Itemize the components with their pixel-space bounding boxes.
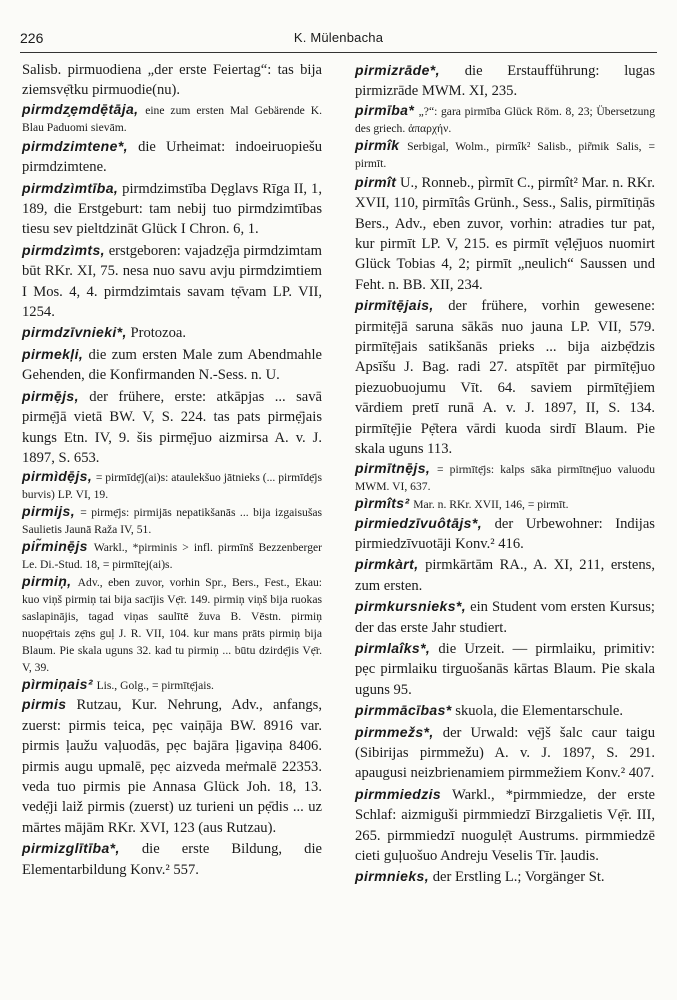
entry-body: Salisb. pirmuodiena „der erste Feiertag“: tas bija ziemsvẹ̄tku pirmuodie(nu). bbox=[22, 62, 322, 99]
dictionary-entry bbox=[22, 344, 322, 386]
entry-headword: pirmītẹ̄jais, bbox=[355, 297, 434, 314]
dictionary-entry bbox=[22, 676, 322, 694]
dictionary-entry bbox=[355, 596, 655, 638]
entry-body: Serbigal, Wolm., pirmîk² Salisb., pir̃mik Salis, = pirmīt. bbox=[355, 139, 655, 170]
entry-headword: pirmìdẹ̄js, bbox=[22, 468, 93, 485]
entry-body: erstgeboren: vajadzẹ̄ja pirmdzimtam būt RKr. XI, 75. nesa nuo savu avju pirmdzimtiem I Mos. 4, 4. pirmdzimtais savam tẹ̄vam LP. VII, 1254. bbox=[22, 242, 322, 321]
entry-body: der frühere, erste: atkāpjas ... savā pirmẹ̄jā vietā BW. V, S. 224. tas pats pirmẹ̄jais kungs Etn. IV, 9. šis pirmẹ̄juo aizmirsa A. v. J. 1897, S. 653. bbox=[22, 388, 322, 466]
entry-body: = pirmīdẹ̄j(ai)s: ataulekšuo jātnieks (... pirmīdẹ̄js burvis) LP. VI, 19. bbox=[22, 471, 323, 502]
dictionary-entry bbox=[355, 295, 655, 459]
entry-body: Rutzau, Kur. Nehrung, Adv., anfangs, zuerst: pirmis teica, pẹc vaiņāja BW. 8916 var. pirmis ļaužu vaļuodās, pẹc bajāra ļigaviņa 8406. pirmis augu upmalē, pẹc aizveda meṙmalē 22353. veda tuo pirmis pie Annasa Glück Joh. 18, 13. vedẹ̄ji laiž pirmis (zuerst) uz turieni un pẹ̄dis ... uz mārtes mājām RKr. XVI, 123 (aus Rutzau). bbox=[22, 697, 322, 836]
dictionary-entry bbox=[22, 386, 322, 469]
entry-body: der Urwald: vẹ̄jš šalc caur taigu (Sibirijas pirmmežu) A. v. J. 1897, S. 291. apaugusi neizbrienamiem pirmmežiem Konv.² 407. bbox=[355, 724, 655, 782]
entry-headword: pirmizglītība*, bbox=[22, 840, 120, 857]
dictionary-entry bbox=[22, 468, 322, 503]
dictionary-entry bbox=[355, 172, 655, 295]
entry-headword: pirmijs, bbox=[22, 503, 75, 520]
entry-body: die zum ersten Male zum Abendmahle Gehenden, die Konfirmanden N.-Sess. n. U. bbox=[22, 346, 322, 384]
dictionary-entry bbox=[355, 460, 655, 495]
entry-headword: pirmdzìmts, bbox=[22, 241, 105, 258]
entry-body: pirmkārtām RA., A. XI, 211, erstens, zum ersten. bbox=[355, 557, 655, 594]
page-header bbox=[20, 30, 657, 53]
entry-body: die Urzeit. — pirmlaiku, primitiv: pẹc pirmlaiku tirguošanās kārtas Blaum. Pie skala uguns 95. bbox=[355, 640, 655, 698]
left-column bbox=[22, 60, 322, 880]
entry-headword: pirmkursnieks*, bbox=[355, 598, 467, 615]
dictionary-entry bbox=[355, 60, 655, 102]
entry-body: skuola, die Elementarschule. bbox=[455, 703, 624, 720]
right-column bbox=[355, 60, 655, 888]
entry-body: ein Student vom ersten Kursus; der das erste Jahr studiert. bbox=[355, 599, 655, 636]
entry-headword: pirmekļi, bbox=[22, 345, 84, 362]
dictionary-entry bbox=[22, 538, 322, 573]
dictionary-entry bbox=[355, 784, 655, 867]
entry-headword: pirmizrāde*, bbox=[355, 62, 440, 78]
dictionary-entry bbox=[22, 178, 322, 240]
entry-body: der Urbewohner: Indijas pirmiedzīvuotāji Konv.² 416. bbox=[355, 515, 655, 552]
entry-headword: pirmkàrt, bbox=[355, 556, 419, 573]
dictionary-entry bbox=[355, 137, 655, 172]
dictionary-entry bbox=[22, 838, 322, 880]
entry-body: der frühere, vorhin gewesene: pirmitẹ̄jā saruna sākās nuo jauna LP. VII, 579. pirmītẹ̄jais satikšanās prieks ... bija aizbẹ̄dzis Apsīšu J. Bag. radi 27. atspītēt par pirmītẹ̄juo piezuobuojumu Vīt. 64. saviem pirmītẹ̄jiem vārdiem pretī runā A. v. J. 1897, II, S. 134. pirmītẹ̄jie Pẹ̄tera vārdi kuoda sirdī Blaum. Pie skala uguns 113. bbox=[355, 298, 655, 458]
entry-body: Warkl., *pirmmiedze, der erste Schlaf: aizmiguši pirmmiedzī Birzgalietis Vẹ̄r. III, 265. pirmmiedzī nuogulẹ̄t Austrums. pirmmiedzē cieti guļuošuo Andreju Veselis Tīr. ļaudis. bbox=[355, 786, 655, 864]
entry-headword: pìrmîts² bbox=[355, 494, 410, 511]
dictionary-entry bbox=[22, 694, 322, 838]
entry-headword: pirmmiedzis bbox=[355, 785, 442, 802]
dictionary-entry bbox=[22, 573, 322, 676]
entry-body: Adv., eben zuvor, vorhin Spr., Bers., Fest., Ekau: kuo viņš pirmiņ tai bija sacījis Vẹ̄r. 149. pirmiņ viņš bija ruokas saslapinājis, tagad viņas saulītē žuva B. Vēstn. pirmiņ nuopẹ̄rtais zẹ̄ns guļ J. R. VII, 104. kur mans prāts pirmiņ bija Blaum. Pie skala uguns 32. kad tu pirmiņ ... būtu dzirdẹ̄jis Vẹ̄r. V, 39. bbox=[22, 576, 323, 675]
dictionary-entry bbox=[355, 700, 655, 721]
entry-body: eine zum ersten Mal Gebärende K. Blau Paduomi sievām. bbox=[22, 103, 322, 134]
entry-headword: pìrmiņais² bbox=[22, 676, 93, 693]
entry-headword: pirmmācības* bbox=[355, 702, 452, 719]
entry-body: Mar. n. RKr. XVII, 146, = pirmīt. bbox=[413, 497, 569, 511]
entry-headword: pirmiņ, bbox=[22, 573, 72, 590]
dictionary-entry bbox=[22, 322, 322, 343]
entry-headword: pirmîk bbox=[355, 136, 400, 153]
entry-headword: pirmdzìmtība, bbox=[22, 179, 119, 196]
dictionary-entry bbox=[355, 638, 655, 700]
running-head: K. Mülenbacha bbox=[293, 30, 384, 45]
dictionary-entry bbox=[355, 554, 655, 596]
entry-headword: pirmis bbox=[22, 696, 67, 713]
dictionary-entry bbox=[22, 240, 322, 323]
entry-body: Warkl., *pirminis > infl. pirmīnš Bezzenberger Le. Di.-Stud. 18, = pirmīte̩j(ai)s. bbox=[22, 541, 322, 572]
entry-headword: pirmdzimtene*, bbox=[22, 137, 128, 154]
entry-headword: pirmdzīvnieki*, bbox=[22, 324, 127, 341]
entry-headword: pir̃minẹ̄js bbox=[22, 538, 88, 555]
entry-headword: pirmītnẹ̄js, bbox=[355, 459, 431, 476]
entry-headword: pirmît bbox=[355, 173, 397, 190]
entry-headword: pirmmežs*, bbox=[355, 723, 434, 740]
dictionary-entry bbox=[355, 866, 655, 887]
dictionary-entry bbox=[355, 495, 655, 513]
entry-body: pirmdzimstība Dẹglavs Rīga II, 1, 189, die Erstgeburt: tam nebij tuo pirmdzimtības tiesu sev pieltdzināt Glück I Chron. 6, 1. bbox=[22, 180, 322, 238]
entry-body: die Urheimat: indoeiruopiešu pirmdzimtene. bbox=[22, 138, 322, 176]
entry-body: = pirmītẹ̄js: kalps sāka pirmītnẹ̄juo valuodu MWM. VI, 637. bbox=[355, 462, 655, 493]
entry-body: = pirmẹ̄js: pirmijās nepatikšanās ... bija izgaisušas Saulietis Jaunā Raža IV, 51. bbox=[22, 506, 322, 537]
entry-headword: pirmlaîks*, bbox=[355, 639, 431, 656]
entry-headword: pirmẹ̄js, bbox=[22, 387, 79, 404]
entry-body: der Erstling L.; Vorgänger St. bbox=[432, 869, 605, 886]
dictionary-entry bbox=[355, 513, 655, 555]
entry-body: die erste Bildung, die Elementarbildung Konv.² 557. bbox=[22, 841, 322, 878]
entry-body: U., Ronneb., pìrmīt C., pirmît² Mar. n. RKr. XVII, 110, pirmītâs Grünh., Sess., Salis, pirmītiņās Bers., Adv., eben zuvor, vorhin: atradies tur pat, kur pirmīt LP. V, 215. es pirmīt vẹ̄lẹ̄juos nuomirt Glück Tobias 4, 2; pirmīt „neulich“ Saussen und Feht. n. BB. XII, 234. bbox=[355, 174, 655, 293]
dictionary-entry bbox=[22, 136, 322, 178]
page-number: 226 bbox=[20, 30, 44, 46]
dictionary-entry bbox=[22, 101, 322, 136]
entry-body: die Erstaufführung: lugas pirmizrāde MWM. XI, 235. bbox=[355, 63, 655, 100]
entry-headword: pirmdz̧ẹmdẹ̄tāja, bbox=[22, 100, 139, 117]
entry-headword: pirmība* bbox=[355, 101, 415, 118]
entry-headword: pirmnieks, bbox=[355, 868, 430, 885]
entry-body: „?“: gara pirmība Glück Röm. 8, 23; Übersetzung des griech. ἀπαρχήν. bbox=[355, 104, 655, 135]
dictionary-entry bbox=[22, 503, 322, 538]
entry-headword: pirmiedzīvuôtājs*, bbox=[355, 514, 483, 531]
dictionary-entry bbox=[355, 722, 655, 784]
dictionary-entry bbox=[355, 102, 655, 137]
entry-body: Lis., Golg., = pirmītẹ̄jais. bbox=[96, 679, 214, 693]
dictionary-entry bbox=[22, 60, 322, 101]
entry-body: Protozoa. bbox=[130, 325, 186, 342]
